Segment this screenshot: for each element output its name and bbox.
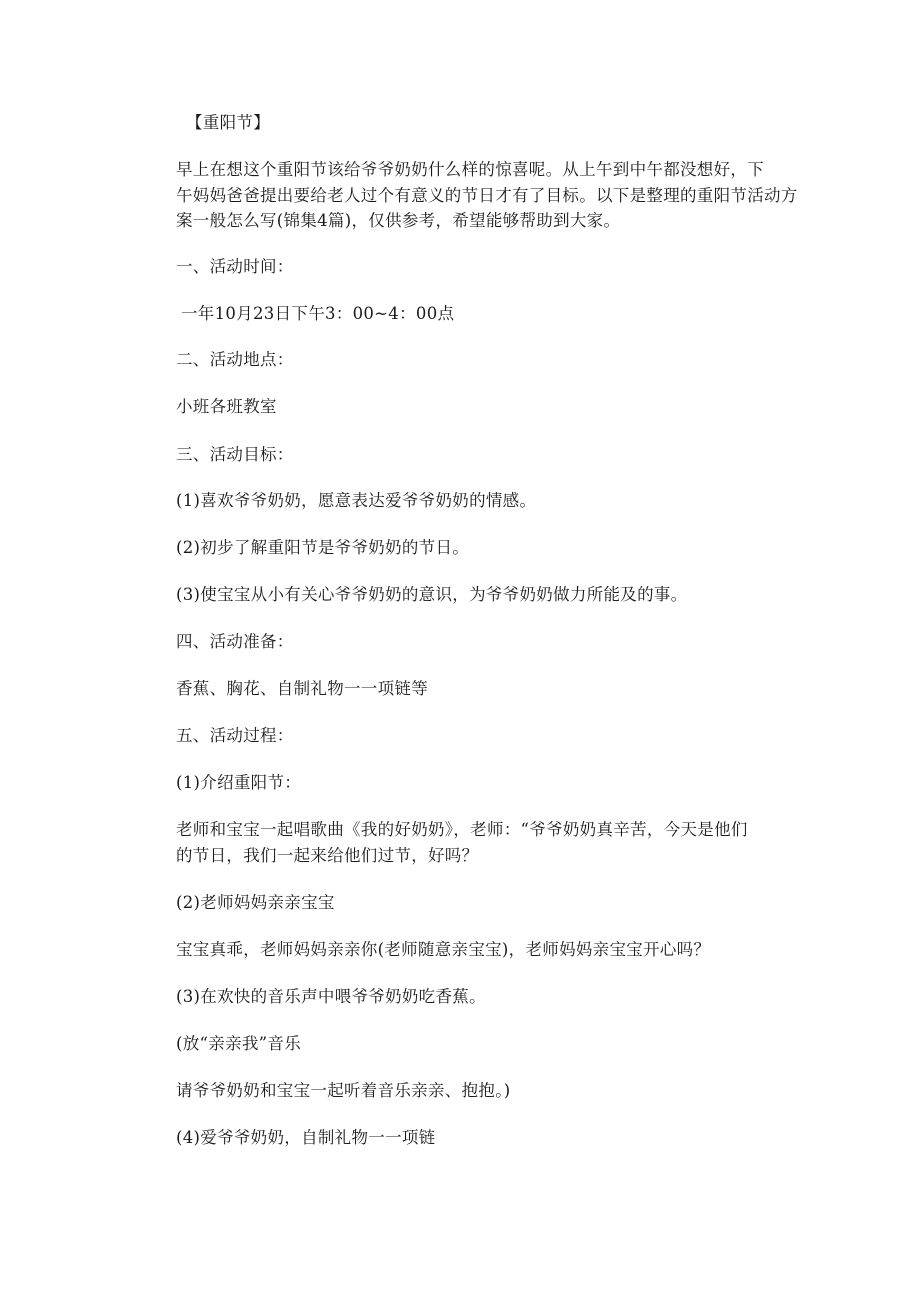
goal-heading: 三、活动目标：: [176, 445, 294, 464]
step-2-heading: (2)老师妈妈亲亲宝宝: [176, 893, 335, 912]
time-heading: 一、活动时间：: [176, 257, 294, 276]
prep-heading: 四、活动准备：: [176, 632, 294, 651]
step-1-heading: (1)介绍重阳节：: [176, 773, 302, 792]
goal-item-2: (2)初步了解重阳节是爷爷奶奶的节日。: [176, 538, 470, 557]
goal-item-3: (3)使宝宝从小有关心爷爷奶奶的意识，为爷爷奶奶做力所能及的事。: [176, 585, 688, 604]
time-value: 一年10月23日下午3：00~4：00点: [181, 304, 455, 323]
step-3-heading: (3)在欢快的音乐声中喂爷爷奶奶吃香蕉。: [176, 987, 486, 1006]
goal-item-1: (1)喜欢爷爷奶奶，愿意表达爱爷爷奶奶的情感。: [176, 491, 537, 510]
intro-line-3: 案一般怎么写(锦集4篇)，仅供参考，希望能够帮助到大家。: [176, 211, 621, 230]
place-heading: 二、活动地点：: [176, 350, 294, 369]
step-3-text: 请爷爷奶奶和宝宝一起听着音乐亲亲、抱抱。): [176, 1081, 511, 1100]
place-value: 小班各班教室: [176, 397, 277, 416]
step-1-line-2: 的节日，我们一起来给他们过节，好吗？: [176, 846, 479, 865]
step-4-heading: (4)爱爷爷奶奶，自制礼物一一项链: [176, 1128, 436, 1147]
process-heading: 五、活动过程：: [176, 726, 294, 745]
intro-line-2: 午妈妈爸爸提出要给老人过个有意义的节日才有了目标。以下是整理的重阳节活动方: [176, 186, 798, 205]
document-title: 【重阳节】: [186, 113, 270, 132]
prep-value: 香蕉、胸花、自制礼物一一项链等: [176, 679, 428, 698]
step-3-music: (放“亲亲我”音乐: [176, 1034, 302, 1053]
step-1-line-1: 老师和宝宝一起唱歌曲《我的好奶奶》，老师：“爷爷奶奶真辛苦，今天是他们: [176, 820, 748, 839]
step-2-text: 宝宝真乖，老师妈妈亲亲你(老师随意亲宝宝)，老师妈妈亲宝宝开心吗？: [176, 940, 711, 959]
intro-line-1: 早上在想这个重阳节该给爷爷奶奶什么样的惊喜呢。从上午到中午都没想好，下: [176, 160, 764, 179]
